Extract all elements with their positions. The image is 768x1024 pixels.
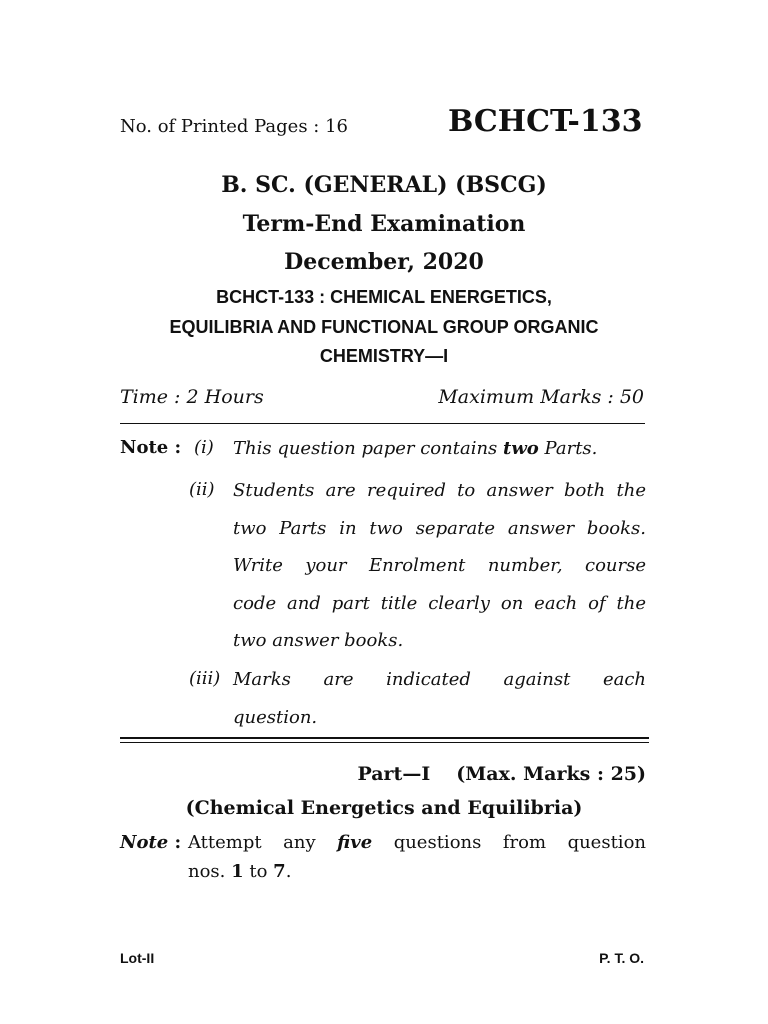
part-note-text: questions from question	[372, 832, 646, 853]
section-divider-thick	[120, 737, 649, 739]
instruction-text: Parts.	[538, 438, 598, 459]
note-word: Note	[120, 437, 169, 458]
instruction-line: two answer books.	[233, 630, 404, 651]
part-note-label	[120, 832, 181, 853]
question-number-to: 7	[273, 861, 286, 882]
section-divider-thin	[120, 742, 649, 743]
instruction-line: code and part title clearly on each of the	[233, 592, 646, 614]
part-note-emphasis: five	[337, 832, 373, 853]
course-title-line: BCHCT-133 : CHEMICAL ENERGETICS,	[216, 287, 552, 307]
instructions-note-label	[120, 437, 181, 458]
footer-lot: Lot-II	[120, 950, 155, 966]
part-max-marks: (Max. Marks : 25)	[456, 763, 646, 785]
note-colon: :	[168, 832, 182, 853]
note-colon: :	[168, 437, 182, 458]
programme-title: B. SC. (GENERAL) (BSCG)	[221, 172, 547, 198]
course-title-line: CHEMISTRY—I	[319, 346, 449, 366]
part-note-text: Attempt any	[188, 832, 338, 853]
instruction-numeral: (iii)	[189, 668, 221, 689]
part-name: Part—I	[357, 763, 431, 785]
exam-date: December, 2020	[284, 249, 484, 275]
part-note-text: .	[285, 861, 292, 882]
question-number-from: 1	[231, 861, 244, 882]
instruction-emphasis: two	[503, 438, 539, 459]
instruction-numeral: (i)	[194, 437, 214, 458]
instruction-line: Students are required to answer both the	[233, 480, 646, 501]
part-note-text: nos.	[188, 861, 232, 882]
footer-pto: P. T. O.	[599, 950, 644, 966]
part-subtitle: (Chemical Energetics and Equilibria)	[185, 797, 583, 819]
part-note-line	[188, 861, 291, 882]
instruction-item	[233, 472, 646, 660]
instruction-text: This question paper contains	[233, 438, 503, 459]
exam-duration: Time : 2 Hours	[120, 386, 264, 408]
instruction-numeral: (ii)	[189, 479, 215, 500]
instruction-item	[233, 430, 646, 468]
part-note-text: to	[243, 861, 274, 882]
exam-name: Term-End Examination	[242, 211, 526, 237]
maximum-marks: Maximum Marks : 50	[438, 386, 644, 408]
instruction-line: two Parts in two separate answer books.	[233, 517, 646, 539]
printed-pages-count: No. of Printed Pages : 16	[120, 116, 348, 137]
instruction-line: Write your Enrolment number, course	[233, 555, 646, 576]
instruction-item	[233, 661, 646, 736]
part-heading	[357, 763, 646, 785]
note-word: Note	[120, 832, 169, 853]
course-title-line: EQUILIBRIA AND FUNCTIONAL GROUP ORGANIC	[169, 317, 599, 337]
instruction-line: question.	[233, 706, 318, 728]
instruction-line: Marks are indicated against each	[233, 669, 646, 690]
course-code-heading: BCHCT-133	[448, 104, 643, 139]
part-note-line	[188, 832, 646, 853]
divider-line	[120, 423, 645, 424]
